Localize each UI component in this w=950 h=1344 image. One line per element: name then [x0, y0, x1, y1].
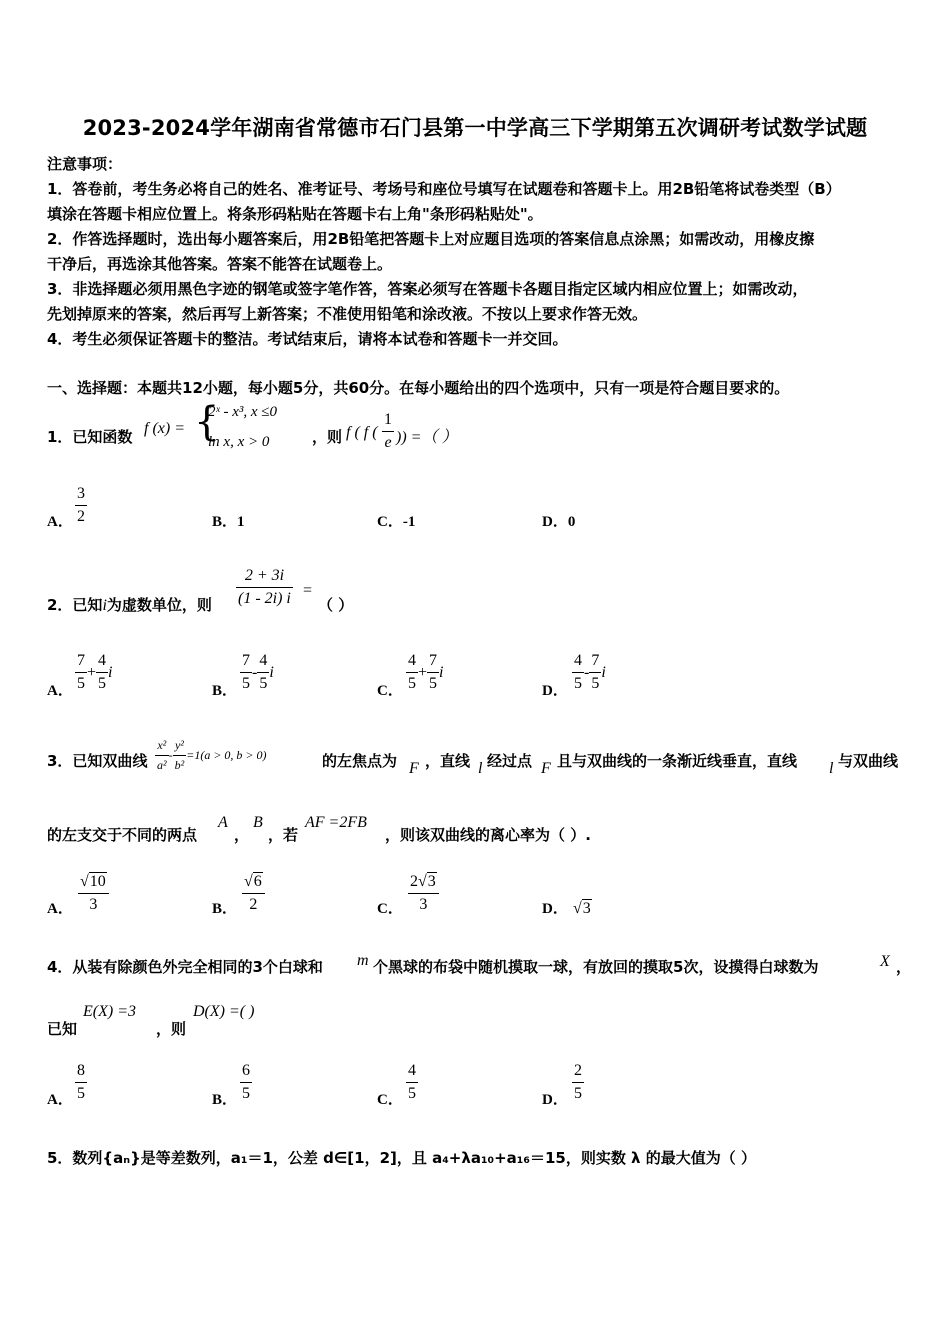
q3-p2: ，直线	[425, 752, 471, 770]
option-text: -1	[402, 514, 416, 530]
q3-option-c-label[interactable]: C．	[377, 901, 403, 917]
notice-line: 1．答卷前，考生务必将自己的姓名、准考证号、考场号和座位号填写在试题卷和答题卡上。用2B铅笔将试卷类型（B）	[47, 180, 841, 198]
notice-line: 2．作答选择题时，选出每小题答案后，用2B铅笔把答题卡上对应题目选项的答案信息点涂黑；如需改动，用橡皮擦	[47, 230, 815, 248]
option-label: B．	[212, 514, 238, 530]
frac-den: 5	[75, 672, 87, 693]
q3-line2a: 的左支交于不同的两点	[47, 826, 198, 844]
frac-den: 5	[572, 1082, 584, 1103]
q2-fraction	[236, 567, 293, 608]
frac-den: 2	[75, 505, 87, 526]
option-text: 1	[237, 514, 245, 530]
q1-expr-frac	[382, 411, 394, 452]
frac-den: 3	[408, 893, 439, 914]
q2-i: i	[102, 597, 107, 614]
q3-option-b-value: $\frac{√6}{2}$	[242, 873, 265, 914]
frac-den: 5	[572, 672, 584, 693]
q2-num: 2 + 3i	[244, 567, 285, 584]
op: -	[252, 664, 258, 681]
q3-p6: ，若	[268, 826, 299, 844]
q1-mid: ，则	[312, 428, 343, 446]
notice-line: 先划掉原来的答案，然后再写上新答案；不准使用铅笔和涂改液。不按以上要求作答无效。	[47, 305, 648, 323]
q4-option-d-label[interactable]: D．	[542, 1092, 568, 1108]
q4-option-b-label[interactable]: B．	[212, 1092, 238, 1108]
q3-l: l	[478, 760, 483, 777]
q1-expr-left: f ( f (	[346, 424, 378, 441]
radicand: 3	[582, 900, 591, 917]
q3-p5: 与双曲线	[838, 752, 899, 770]
q4-option-a-value	[75, 1062, 87, 1103]
q5-text: 5．数列{aₙ}是等差数列，a₁＝1，公差 d∈[1，2]，且 a₄+λa₁₀+a₁₆＝15，则实数 λ 的最大值为（ ）	[47, 1149, 756, 1167]
q3-option-d-label[interactable]: D．	[542, 901, 568, 917]
q4-line2a: 已知	[47, 1020, 78, 1038]
frac-num: 2	[574, 1062, 582, 1079]
frac-den: 5	[240, 1082, 252, 1103]
frac-num: 6	[242, 1062, 250, 1079]
frac-num: 4	[408, 652, 416, 669]
frac-den: 5	[257, 672, 269, 693]
eq-minus: -	[168, 748, 173, 762]
frac-den: 3	[78, 893, 109, 914]
op: +	[418, 664, 428, 681]
q3-equation	[155, 738, 267, 773]
q1-expr-num: 1	[384, 411, 392, 428]
frac-num: 7	[429, 652, 438, 669]
q1-brace: {	[194, 399, 220, 445]
op: +	[87, 664, 97, 681]
q2-option-b-value	[240, 652, 274, 693]
q4-m: m	[357, 952, 369, 969]
q3-p7: ，则该双曲线的离心率为（ ）.	[385, 826, 591, 844]
frac-den: 5	[589, 672, 601, 693]
frac-num: 4	[574, 652, 582, 669]
q3-p3: 经过点	[487, 752, 533, 770]
coef: 2	[410, 873, 418, 890]
q4-option-a-label[interactable]: A．	[47, 1092, 73, 1108]
frac-num: 4	[98, 652, 107, 669]
q2-den: (1 - 2i) i	[236, 587, 293, 608]
unit-i: i	[108, 664, 113, 681]
q2-option-a-value	[75, 652, 112, 693]
q2-prefix-text: 2．已知	[47, 596, 103, 614]
frac-den: 5	[406, 1082, 418, 1103]
q3-option-a-label[interactable]: A．	[47, 901, 73, 917]
q3-A: A	[218, 814, 228, 831]
q3-cond: AF =2FB	[305, 814, 367, 831]
notice-line: 填涂在答题卡相应位置上。将条形码粘贴在答题卡右上角"条形码粘贴处"。	[47, 205, 543, 223]
q4-option-b-value	[240, 1062, 252, 1103]
frac-num: 4	[259, 652, 268, 669]
unit-i: i	[601, 664, 606, 681]
q2-suffix: （ ）	[318, 596, 354, 614]
q3-comma: ，	[234, 826, 250, 844]
q2-prefix	[47, 594, 212, 615]
eq-y: y²	[174, 738, 184, 752]
unit-i: i	[269, 664, 274, 681]
q3-F2: F	[541, 760, 551, 777]
q4-cond: E(X) =3	[83, 1003, 136, 1020]
radicand: 10	[89, 873, 106, 890]
q1-expr-right: )) =（ ）	[396, 429, 458, 446]
q1-option-a-label[interactable]: A．	[47, 514, 73, 530]
q3-B: B	[253, 814, 263, 831]
q2-option-b-label[interactable]: B．	[212, 683, 238, 699]
frac-num: 8	[77, 1062, 85, 1079]
option-label: D．	[542, 514, 568, 530]
op: -	[584, 664, 590, 681]
frac-den: 5	[240, 672, 252, 693]
q1-case1: 2ˣ - x³, x ≤0	[208, 404, 278, 420]
frac-num: 4	[408, 1062, 416, 1079]
q1-option-c[interactable]	[377, 510, 415, 531]
q2-mid: 为虚数单位，则	[106, 596, 212, 614]
q3-option-d-value: √3	[573, 900, 591, 917]
radicand: 3	[427, 873, 436, 890]
option-text: 0	[567, 514, 576, 530]
frac-num: 3	[77, 485, 85, 502]
notice-heading: 注意事项：	[47, 155, 123, 173]
q1-expr-den: e	[382, 431, 394, 452]
q4-line2b: ，则	[156, 1020, 187, 1038]
q1-prefix: 1．已知函数	[47, 428, 133, 446]
q4-p2: 个黑球的布袋中随机摸取一球，有放回的摸取5次，设摸得白球数为	[373, 958, 819, 976]
q4-comma: ，	[896, 958, 912, 976]
eq-b: b²	[173, 755, 187, 773]
page-title: 2023-2024学年湖南省常德市石门县第一中学高三下学期第五次调研考试数学试题	[82, 116, 868, 140]
eq-a: a²	[155, 755, 169, 773]
eq-x: x²	[157, 738, 167, 752]
frac-den: 5	[406, 672, 418, 693]
q3-prefix: 3．已知双曲线	[47, 752, 148, 770]
q4-option-d-value	[572, 1062, 584, 1103]
q2-option-a-label[interactable]: A．	[47, 683, 73, 699]
q4-option-c-value	[406, 1062, 418, 1103]
q2-option-d-value	[572, 652, 606, 693]
q1-fx: f (x) =	[144, 420, 185, 437]
q2-option-c-label[interactable]: C．	[377, 683, 403, 699]
frac-den: 5	[96, 672, 108, 693]
frac-den: 5	[75, 1082, 87, 1103]
q2-option-d-label[interactable]: D．	[542, 683, 568, 699]
q3-p1: 的左焦点为	[322, 752, 398, 770]
q3-l2: l	[829, 760, 834, 777]
q3-p4: 且与双曲线的一条渐近线垂直，直线	[557, 752, 798, 770]
q1-case2: ln x, x > 0	[208, 434, 270, 450]
notice-line: 3．非选择题必须用黑色字迹的钢笔或签字笔作答，答案必须写在答题卡各题目指定区域内相应位置上；如需改动，	[47, 280, 808, 298]
frac-num: 7	[242, 652, 250, 669]
notice-line: 4．考生必须保证答题卡的整洁。考试结束后，请将本试卷和答题卡一并交回。	[47, 330, 568, 348]
eq-rest: =1(a > 0, b > 0)	[186, 748, 267, 762]
frac-den: 2	[242, 893, 265, 914]
notice-line: 干净后，再选涂其他答案。答案不能答在试题卷上。	[47, 255, 393, 273]
q4-X: X	[880, 953, 890, 970]
q3-option-a-value: $\frac{√10}{3}$	[78, 873, 109, 914]
radicand: 6	[253, 873, 262, 890]
unit-i: i	[439, 664, 444, 681]
q3-option-c-value: $\frac{2√3}{3}$	[408, 873, 439, 914]
q1-option-d[interactable]	[542, 510, 575, 531]
frac-num: 7	[591, 652, 600, 669]
section-heading: 一、选择题：本题共12小题，每小题5分，共60分。在每小题给出的四个选项中，只有一项是符合题目要求的。	[47, 379, 790, 397]
q4-ask: D(X) =( )	[193, 1003, 255, 1020]
q2-eq: =	[303, 582, 313, 599]
q3-option-b-label[interactable]: B．	[212, 901, 238, 917]
q1-option-a-value	[75, 485, 87, 526]
q4-p1: 4．从装有除颜色外完全相同的3个白球和	[47, 958, 323, 976]
q4-option-c-label[interactable]: C．	[377, 1092, 403, 1108]
q1-option-b[interactable]	[212, 510, 245, 531]
option-label: C．	[377, 514, 403, 530]
frac-num: 7	[77, 652, 85, 669]
q3-F: F	[409, 760, 419, 777]
q2-option-c-value	[406, 652, 443, 693]
frac-den: 5	[427, 672, 439, 693]
